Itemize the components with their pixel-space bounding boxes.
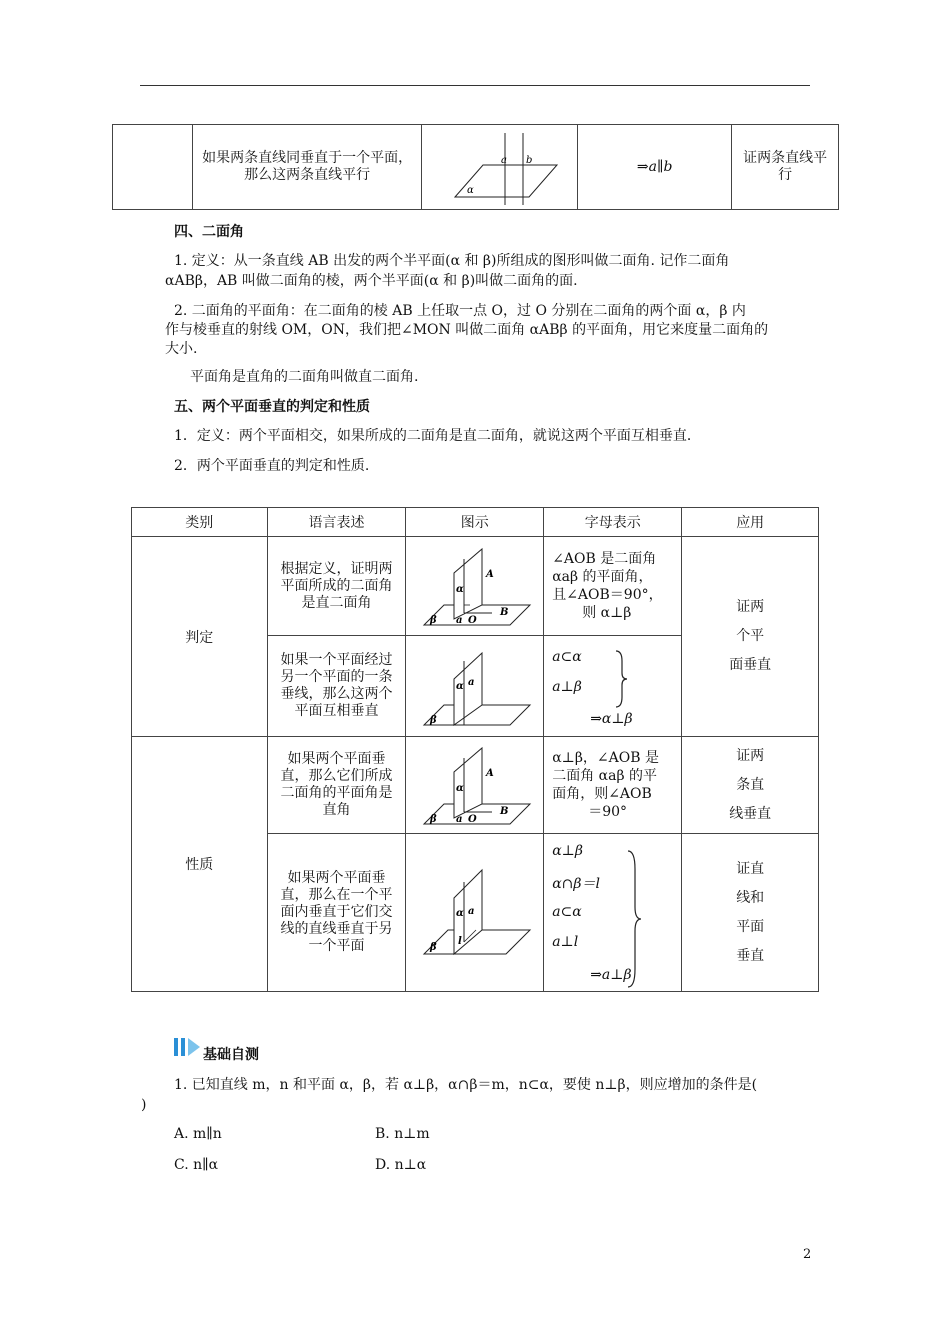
r3-symbol-line: 二面角 αaβ 的平 <box>552 768 657 784</box>
fig-label-beta: β <box>430 814 437 825</box>
r4-language: 如果两个平面垂直，那么在一个平面内垂直于它们交线的直线垂直于另一个平面 <box>280 870 393 954</box>
fig-label-alpha: α <box>466 185 474 196</box>
page-number: 2 <box>803 1247 812 1262</box>
r2-language: 如果一个平面经过另一个平面的一条垂线，那么这两个平面互相垂直 <box>280 652 393 719</box>
section4-p2-line3: 大小. <box>165 341 198 357</box>
app4-line: 证直 <box>736 860 765 877</box>
top-table-empty-cell <box>113 125 193 210</box>
fig-label-A: A <box>486 569 495 580</box>
fig-label-a: a <box>500 155 507 166</box>
option-c: C. n∥α <box>174 1157 219 1173</box>
header-rule <box>140 85 810 86</box>
header-language: 语言表述 <box>267 508 406 537</box>
r1-symbol-line: ∠AOB 是二面角 <box>552 551 657 567</box>
r4-symbol-line: a⊥l <box>552 934 579 950</box>
section4-p1-line1: 1. 定义：从一条直线 AB 出发的两个半平面(α 和 β)所组成的图形叫做二面角. 记作二面角 <box>174 253 730 269</box>
dihedral-angle-figure <box>412 541 537 631</box>
table-row <box>132 737 819 834</box>
option-d: D. n⊥α <box>375 1157 427 1173</box>
app3-cell <box>682 737 819 834</box>
right-brace-icon <box>614 649 628 709</box>
r2-language-cell <box>267 636 406 737</box>
fig-label-beta: β <box>430 615 437 626</box>
fig-label-alpha: α <box>456 681 464 692</box>
app1-cell <box>682 537 819 737</box>
fig-label-a: a <box>468 677 475 688</box>
fig-label-O: O <box>468 814 477 825</box>
app4-line: 平面 <box>736 918 765 935</box>
fig-label-alpha: α <box>456 907 464 919</box>
category-criterion: 判定 <box>132 537 268 737</box>
fig-label-beta: β <box>430 941 437 953</box>
right-brace-icon <box>626 849 642 989</box>
plane-perpendicular-property-figure <box>412 858 537 968</box>
app4-cell <box>682 834 819 992</box>
fig-label-a: a <box>456 814 463 825</box>
section5-heading: 五、两个平面垂直的判定和性质 <box>174 399 370 415</box>
r4-symbol-line: a⊂α <box>552 904 582 920</box>
app3-line: 线垂直 <box>729 805 772 822</box>
r2-symbol-line: a⊂α <box>552 649 582 665</box>
fig-label-a: a <box>456 615 463 626</box>
r4-symbol-line: α∩β＝l <box>552 876 600 892</box>
header-symbol: 字母表示 <box>544 508 682 537</box>
r2-symbol-line: ⇒α⊥β <box>590 711 633 727</box>
option-b: B. n⊥m <box>375 1126 430 1142</box>
r4-symbol-cell <box>544 834 682 992</box>
question-1-line1: 1. 已知直线 m，n 和平面 α，β，若 α⊥β，α∩β＝m，n⊂α，要使 n⊥β，则应增加的条件是( <box>174 1077 758 1093</box>
parallel-lines-figure <box>435 127 565 207</box>
fig-label-alpha: α <box>456 783 464 794</box>
r2-symbol-line: a⊥β <box>552 679 582 695</box>
fig-label-O: O <box>468 615 477 626</box>
section5-p1: 1．定义：两个平面相交，如果所成的二面角是直二面角，就说这两个平面互相垂直． <box>174 428 701 444</box>
r1-symbol-line: 则 α⊥β <box>582 605 632 621</box>
section-logo-icon <box>173 1036 201 1058</box>
section4-p1-line2: αABβ，AB 叫做二面角的棱，两个半平面(α 和 β)叫做二面角的面. <box>165 273 578 289</box>
fig-label-B: B <box>500 806 509 817</box>
r1-symbol-line: 且∠AOB＝90°， <box>552 587 663 603</box>
top-table-use: 证两条直线平行 <box>743 150 828 183</box>
app4-line: 垂直 <box>736 947 765 964</box>
category-property: 性质 <box>132 737 268 992</box>
r3-symbol-line: α⊥β，∠AOB 是 <box>552 750 659 766</box>
table-header-row <box>132 508 819 537</box>
perpendicular-planes-figure <box>412 641 537 731</box>
app1-line: 个平 <box>736 628 765 644</box>
r2-figure-cell <box>406 636 544 737</box>
r3-language-cell <box>267 737 406 834</box>
fig-label-l: l <box>458 935 463 947</box>
r4-symbol-line: α⊥β <box>552 843 583 859</box>
r4-symbol-line: ⇒a⊥β <box>590 967 632 983</box>
r1-symbol-cell <box>544 537 682 636</box>
app4-line: 线和 <box>736 889 765 906</box>
header-application: 应用 <box>682 508 819 537</box>
top-table-symbol: ⇒a∥b <box>636 159 673 175</box>
top-table-language-cell <box>192 125 422 210</box>
dihedral-angle-figure <box>412 740 537 830</box>
r3-symbol-line: ＝90° <box>588 804 628 820</box>
fig-label-b: b <box>525 155 533 166</box>
option-a: A. m∥n <box>174 1126 222 1142</box>
table-row <box>132 537 819 636</box>
r1-figure-cell <box>406 537 544 636</box>
section5-p2: 2．两个平面垂直的判定和性质. <box>174 458 370 474</box>
question-1-line2: ) <box>141 1097 147 1113</box>
fig-label-B: B <box>500 607 509 618</box>
fig-label-beta: β <box>430 715 437 726</box>
r1-symbol-line: αaβ 的平面角， <box>552 569 653 585</box>
app1-line: 面垂直 <box>729 657 772 673</box>
fig-label-A: A <box>486 768 495 779</box>
self-test-title: 基础自测 <box>203 1047 259 1063</box>
r3-language: 如果两个平面垂直，那么它们所成二面角的平面角是直角 <box>280 751 393 818</box>
r4-language-cell <box>267 834 406 992</box>
section4-heading: 四、二面角 <box>174 224 244 240</box>
header-category: 类别 <box>132 508 268 537</box>
r1-language: 根据定义，证明两平面所成的二面角是直二面角 <box>280 560 393 611</box>
r2-symbol-cell <box>544 636 682 737</box>
top-table-symbol-cell <box>578 125 732 210</box>
top-table <box>112 124 839 210</box>
r4-figure-cell <box>406 834 544 992</box>
r3-symbol-cell <box>544 737 682 834</box>
section4-p2-line1: 2. 二面角的平面角：在二面角的棱 AB 上任取一点 O，过 O 分别在二面角的两个面 α，β 内 <box>174 303 746 319</box>
app3-line: 证两 <box>736 747 765 764</box>
r3-figure-cell <box>406 737 544 834</box>
r3-symbol-line: 面角，则∠AOB <box>552 786 652 802</box>
fig-label-alpha: α <box>456 584 464 595</box>
top-table-use-cell <box>732 125 839 210</box>
top-table-figure-cell <box>422 125 578 210</box>
app3-line: 条直 <box>736 776 765 793</box>
r1-language-cell <box>267 537 406 636</box>
section4-p3: 平面角是直角的二面角叫做直二面角. <box>190 369 419 385</box>
app1-line: 证两 <box>736 599 765 615</box>
header-figure: 图示 <box>406 508 544 537</box>
plane-perpendicular-table <box>131 507 819 992</box>
section4-p2-line2: 作与棱垂直的射线 OM，ON，我们把∠MON 叫做二面角 αABβ 的平面角，用它来度量二面角的 <box>165 322 769 338</box>
top-table-language: 如果两条直线同垂直于一个平面，那么这两条直线平行 <box>202 150 413 183</box>
fig-label-a: a <box>468 905 475 917</box>
